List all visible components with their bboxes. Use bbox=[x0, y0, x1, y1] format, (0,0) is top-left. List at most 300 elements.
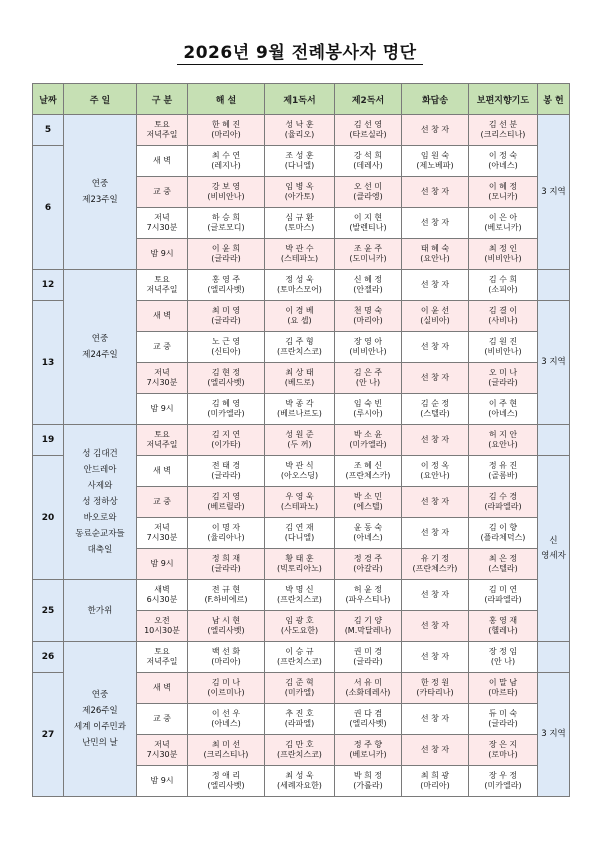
header-commentator: 해 설 bbox=[188, 84, 265, 115]
first-reader bbox=[265, 270, 335, 301]
commentator bbox=[188, 518, 265, 549]
first-reader-line: (베르나르도) bbox=[277, 409, 322, 418]
psalmist bbox=[402, 487, 469, 518]
first-reader-line: (사도요한) bbox=[280, 626, 319, 635]
service-type bbox=[137, 487, 188, 518]
commentator-line: 정 희 재 bbox=[211, 553, 241, 563]
service-type-line: 6시30분 bbox=[146, 595, 178, 604]
first-reader bbox=[265, 580, 335, 611]
service-type-line: 밤 9시 bbox=[150, 776, 174, 785]
first-reader bbox=[265, 518, 335, 549]
psalmist-line: 선 창 자 bbox=[420, 589, 450, 599]
header-psalm: 화답송 bbox=[402, 84, 469, 115]
first-reader-line: 최 상 태 bbox=[285, 367, 314, 377]
sunday-name-line: 동료순교자들 bbox=[75, 529, 125, 539]
first-reader-line: (프란치스코) bbox=[277, 657, 322, 666]
commentator-line: (신티아) bbox=[211, 347, 241, 356]
commentator bbox=[188, 704, 265, 735]
commentator-line: 최 미 선 bbox=[211, 739, 241, 749]
first-reader-line: 김 연 재 bbox=[285, 522, 314, 532]
psalmist-line: 선 창 자 bbox=[420, 279, 450, 289]
table-row bbox=[33, 425, 570, 456]
date-cell bbox=[33, 115, 64, 146]
sunday-name-line: 제24주일 bbox=[82, 350, 118, 360]
psalmist bbox=[402, 301, 469, 332]
first-reader bbox=[265, 642, 335, 673]
first-reader-line: 성 원 준 bbox=[285, 429, 314, 439]
first-reader-line: 박 종 각 bbox=[285, 398, 314, 408]
commentator bbox=[188, 177, 265, 208]
second-reader-line: 권 다 겸 bbox=[353, 708, 383, 718]
offering-line: 영세자 bbox=[541, 550, 566, 561]
commentator bbox=[188, 673, 265, 704]
prayer-leader-line: (플라체덕스) bbox=[480, 533, 526, 542]
second-reader-line: 이 지 현 bbox=[353, 212, 383, 222]
first-reader bbox=[265, 487, 335, 518]
service-type bbox=[137, 611, 188, 642]
second-reader-line: (비비안나) bbox=[349, 347, 387, 356]
prayer-leader-line: 오 미 나 bbox=[488, 367, 518, 377]
sunday-name-line: 난민의 날 bbox=[82, 738, 118, 748]
offering-region-b bbox=[538, 301, 570, 425]
commentator bbox=[188, 487, 265, 518]
psalmist bbox=[402, 704, 469, 735]
service-type-line: 새 벽 bbox=[153, 311, 171, 320]
second-reader-line: (안 나) bbox=[355, 378, 381, 387]
service-type-line: 7시30분 bbox=[146, 533, 178, 542]
first-reader-line: 임 광 호 bbox=[285, 615, 314, 625]
date-value: 26 bbox=[41, 652, 55, 662]
date-value: 20 bbox=[41, 512, 55, 523]
second-reader-line: 조 혜 신 bbox=[353, 460, 383, 470]
header-row bbox=[33, 84, 570, 115]
psalmist bbox=[402, 208, 469, 239]
header-service: 구 분 bbox=[137, 84, 188, 115]
first-reader-line: 최 성 욱 bbox=[285, 770, 314, 780]
prayer-leader-line: 최 정 인 bbox=[488, 243, 518, 253]
commentator-line: (글라라) bbox=[211, 471, 241, 480]
prayer-leader-line: (아녜스) bbox=[488, 409, 518, 418]
date-cell bbox=[33, 580, 64, 642]
service-type bbox=[137, 115, 188, 146]
service-type-line: 10시30분 bbox=[144, 626, 180, 635]
offering-empty bbox=[538, 642, 570, 673]
second-reader-line: (파우스티나) bbox=[345, 595, 391, 604]
commentator-line: (글라라) bbox=[211, 316, 241, 325]
sunday-name bbox=[64, 580, 137, 642]
second-reader-line: 권 미 경 bbox=[353, 646, 383, 656]
prayer-leader-line: 정 유 진 bbox=[488, 460, 518, 470]
offering-empty bbox=[538, 270, 570, 301]
psalmist-line: 김 순 정 bbox=[420, 398, 450, 408]
service-type-line: 교 중 bbox=[153, 187, 171, 196]
psalmist-line: 선 창 자 bbox=[420, 527, 450, 537]
prayer-leader bbox=[469, 673, 538, 704]
commentator-line: (비비안나) bbox=[207, 192, 245, 201]
prayer-leader-line: (모니카) bbox=[488, 192, 518, 201]
second-reader bbox=[335, 177, 402, 208]
sunday-name-line: 성 김대건 bbox=[82, 449, 118, 459]
service-type bbox=[137, 425, 188, 456]
service-type bbox=[137, 735, 188, 766]
first-reader-line: 박 관 수 bbox=[285, 243, 314, 253]
first-reader-line: (빅토리아노) bbox=[277, 564, 322, 573]
sunday-name-line: 바오로와 bbox=[83, 513, 117, 523]
first-reader bbox=[265, 425, 335, 456]
commentator-line: 전 태 경 bbox=[211, 460, 241, 470]
first-reader-line: 황 태 훈 bbox=[285, 553, 314, 563]
psalmist-line: 선 창 자 bbox=[420, 713, 450, 723]
second-reader bbox=[335, 456, 402, 487]
first-reader-line: (베드로) bbox=[284, 378, 315, 387]
first-reader-line: 임 병 옥 bbox=[285, 181, 314, 191]
commentator bbox=[188, 115, 265, 146]
second-reader-line: (소화데레사) bbox=[345, 688, 391, 697]
prayer-leader bbox=[469, 735, 538, 766]
first-reader-line: 정 성 욱 bbox=[285, 274, 314, 284]
service-type-line: 교 중 bbox=[153, 497, 171, 506]
service-type bbox=[137, 456, 188, 487]
second-reader bbox=[335, 487, 402, 518]
service-type bbox=[137, 580, 188, 611]
commentator bbox=[188, 456, 265, 487]
psalmist bbox=[402, 673, 469, 704]
psalmist-line: 선 창 자 bbox=[420, 186, 450, 196]
commentator-line: 강 보 영 bbox=[211, 181, 241, 191]
commentator-line: (마리아) bbox=[211, 657, 241, 666]
prayer-leader-line: 이 혜 정 bbox=[488, 181, 518, 191]
commentator-line: (율리아나) bbox=[207, 533, 245, 542]
service-type-line: 저녁주일 bbox=[146, 130, 178, 139]
psalmist-line: (프란체스카) bbox=[412, 564, 458, 573]
prayer-leader-line: 김 이 향 bbox=[488, 522, 518, 532]
prayer-leader-line: 김 원 진 bbox=[488, 336, 518, 346]
second-reader-line: 임 숙 빈 bbox=[353, 398, 383, 408]
commentator-line: 김 혜 영 bbox=[211, 398, 241, 408]
second-reader-line: 강 석 희 bbox=[353, 150, 383, 160]
first-reader-line: (프란치스코) bbox=[277, 595, 322, 604]
commentator-line: 김 지 영 bbox=[211, 491, 241, 501]
first-reader-line: 성 낙 훈 bbox=[285, 119, 314, 129]
commentator-line: (이르미나) bbox=[207, 688, 245, 697]
commentator-line: (엘리사벳) bbox=[207, 626, 245, 635]
prayer-leader bbox=[469, 580, 538, 611]
service-type-line: 7시30분 bbox=[146, 378, 178, 387]
prayer-leader bbox=[469, 394, 538, 425]
first-reader-line: (세례자요한) bbox=[277, 781, 322, 790]
first-reader bbox=[265, 611, 335, 642]
prayer-leader bbox=[469, 177, 538, 208]
service-type-line: 밤 9시 bbox=[150, 559, 174, 568]
prayer-leader-line: 최 은 정 bbox=[488, 553, 518, 563]
first-reader bbox=[265, 394, 335, 425]
psalmist-line: 이 정 옥 bbox=[420, 460, 450, 470]
psalmist-line: (실비아) bbox=[420, 316, 450, 325]
second-reader-line: (에스텔) bbox=[353, 502, 383, 511]
sunday-name-line: 연중 bbox=[91, 334, 109, 344]
commentator bbox=[188, 363, 265, 394]
prayer-leader-line: (글라라) bbox=[488, 378, 518, 387]
prayer-leader-line: (아녜스) bbox=[488, 161, 518, 170]
second-reader-line: (타르실라) bbox=[349, 130, 387, 139]
service-type-line: 교 중 bbox=[153, 714, 171, 723]
second-reader-line: (클라엥) bbox=[353, 192, 383, 201]
service-type-line: 밤 9시 bbox=[150, 404, 174, 413]
prayer-leader bbox=[469, 115, 538, 146]
sunday-name-line: 성 정하상 bbox=[82, 497, 118, 507]
prayer-leader-line: 이 정 숙 bbox=[488, 150, 518, 160]
first-reader bbox=[265, 549, 335, 580]
prayer-leader-line: (비비안나) bbox=[484, 347, 522, 356]
psalmist bbox=[402, 766, 469, 797]
service-type-line: 토요 bbox=[154, 120, 170, 129]
second-reader bbox=[335, 270, 402, 301]
roster-table bbox=[32, 83, 570, 797]
first-reader-line: (요 셉) bbox=[287, 316, 312, 325]
service-type bbox=[137, 177, 188, 208]
date-cell bbox=[33, 456, 64, 580]
psalmist-line: 선 창 자 bbox=[420, 341, 450, 351]
prayer-leader bbox=[469, 270, 538, 301]
sunday-name-line: 제23주일 bbox=[82, 195, 118, 205]
second-reader-line: 박 소 윤 bbox=[353, 429, 383, 439]
commentator-line: 김 미 나 bbox=[211, 677, 241, 687]
psalmist-line: 선 창 자 bbox=[420, 124, 450, 134]
prayer-leader bbox=[469, 456, 538, 487]
second-reader-line: (발렌티나) bbox=[349, 223, 387, 232]
psalmist bbox=[402, 146, 469, 177]
first-reader-line: (라파엘) bbox=[284, 719, 315, 728]
service-type-line: 토요 bbox=[154, 275, 170, 284]
commentator-line: 한 혜 진 bbox=[211, 119, 241, 129]
psalmist bbox=[402, 549, 469, 580]
first-reader-line: (토마스) bbox=[284, 223, 315, 232]
first-reader-line: (아가토) bbox=[284, 192, 315, 201]
psalmist bbox=[402, 518, 469, 549]
prayer-leader bbox=[469, 208, 538, 239]
prayer-leader-line: (비비안나) bbox=[484, 254, 522, 263]
commentator-line: 정 애 리 bbox=[211, 770, 241, 780]
prayer-leader-line: (로마나) bbox=[488, 750, 518, 759]
second-reader bbox=[335, 332, 402, 363]
commentator bbox=[188, 611, 265, 642]
prayer-leader bbox=[469, 239, 538, 270]
service-type-line: 저녁주일 bbox=[146, 285, 178, 294]
table-row bbox=[33, 642, 570, 673]
psalmist-line: 이 윤 선 bbox=[420, 305, 450, 315]
service-type bbox=[137, 673, 188, 704]
second-reader-line: (루시아) bbox=[353, 409, 383, 418]
prayer-leader-line: 허 지 안 bbox=[488, 429, 518, 439]
second-reader bbox=[335, 766, 402, 797]
prayer-leader-line: (헬레나) bbox=[488, 626, 518, 635]
service-type bbox=[137, 239, 188, 270]
first-reader-line: 이 승 규 bbox=[285, 646, 314, 656]
first-reader-line: (아오스딩) bbox=[280, 471, 319, 480]
prayer-leader-line: 홍 영 재 bbox=[488, 615, 518, 625]
second-reader bbox=[335, 611, 402, 642]
service-type bbox=[137, 146, 188, 177]
page-title: 2026년 9월 전례봉사자 명단 bbox=[177, 38, 422, 65]
second-reader-line: 김 은 주 bbox=[353, 367, 383, 377]
first-reader-line: (두 꺼) bbox=[287, 440, 312, 449]
date-cell bbox=[33, 673, 64, 797]
service-type-line: 새벽 bbox=[154, 585, 170, 594]
first-reader-line: (프란치스코) bbox=[277, 750, 322, 759]
second-reader-line: (엘리사벳) bbox=[349, 719, 387, 728]
first-reader-line: (스테파노) bbox=[280, 502, 319, 511]
prayer-leader-line: (골롬바) bbox=[488, 471, 518, 480]
prayer-leader-line: (요안나) bbox=[488, 440, 518, 449]
service-type-line: 밤 9시 bbox=[150, 249, 174, 258]
second-reader-line: (M.막달레나) bbox=[344, 626, 392, 635]
service-type-line: 토요 bbox=[154, 430, 170, 439]
commentator-line: 이 윤 희 bbox=[211, 243, 241, 253]
second-reader bbox=[335, 704, 402, 735]
commentator bbox=[188, 549, 265, 580]
date-cell bbox=[33, 270, 64, 301]
second-reader bbox=[335, 115, 402, 146]
prayer-leader-line: 이 주 현 bbox=[488, 398, 518, 408]
service-type bbox=[137, 394, 188, 425]
prayer-leader bbox=[469, 146, 538, 177]
second-reader-line: 천 명 숙 bbox=[353, 305, 383, 315]
header-offering: 봉 헌 bbox=[538, 84, 570, 115]
commentator-line: (엘리사벳) bbox=[207, 378, 245, 387]
first-reader-line: (미카엘) bbox=[284, 688, 315, 697]
service-type bbox=[137, 642, 188, 673]
service-type-line: 저녁 bbox=[154, 523, 170, 532]
psalmist-line: (요안나) bbox=[420, 254, 450, 263]
second-reader-line: (아갈라) bbox=[353, 564, 383, 573]
offering-empty bbox=[538, 425, 570, 456]
sunday-name-line: 연중 bbox=[91, 690, 109, 700]
second-reader-line: 박 소 민 bbox=[353, 491, 383, 501]
first-reader-line: 조 성 훈 bbox=[285, 150, 314, 160]
prayer-leader-line: 이 말 남 bbox=[488, 677, 518, 687]
second-reader bbox=[335, 425, 402, 456]
psalmist-line: 태 혜 숙 bbox=[420, 243, 450, 253]
prayer-leader-line: 김 수 희 bbox=[488, 274, 518, 284]
second-reader-line: 신 혜 정 bbox=[353, 274, 383, 284]
first-reader bbox=[265, 177, 335, 208]
second-reader-line: (미카엘라) bbox=[349, 440, 387, 449]
date-cell bbox=[33, 301, 64, 425]
second-reader-line: 정 주 향 bbox=[353, 739, 383, 749]
prayer-leader bbox=[469, 363, 538, 394]
first-reader-line: 김 준 혁 bbox=[285, 677, 314, 687]
prayer-leader bbox=[469, 766, 538, 797]
service-type-line: 새 벽 bbox=[153, 683, 171, 692]
first-reader-line: (프란치스코) bbox=[277, 347, 322, 356]
sunday-name-line: 연중 bbox=[91, 179, 109, 189]
service-type bbox=[137, 270, 188, 301]
psalmist-line: (요안나) bbox=[420, 471, 450, 480]
psalmist bbox=[402, 363, 469, 394]
offering-region-a bbox=[538, 115, 570, 270]
table-row bbox=[33, 270, 570, 301]
second-reader-line: 조 윤 주 bbox=[353, 243, 383, 253]
header-date: 날짜 bbox=[33, 84, 64, 115]
service-type-line: 저녁 bbox=[154, 368, 170, 377]
first-reader bbox=[265, 332, 335, 363]
date-value: 27 bbox=[41, 729, 55, 740]
service-type bbox=[137, 766, 188, 797]
service-type-line: 저녁 bbox=[154, 740, 170, 749]
header-prayers: 보편지향기도 bbox=[469, 84, 538, 115]
sunday-name bbox=[64, 425, 137, 580]
prayer-leader-line: 김 미 연 bbox=[488, 584, 518, 594]
prayer-leader-line: 듀 미 숙 bbox=[488, 708, 518, 718]
first-reader-line: 박 명 신 bbox=[285, 584, 314, 594]
first-reader-line: 김 만 호 bbox=[285, 739, 314, 749]
psalmist bbox=[402, 735, 469, 766]
sunday-name-line: 안드레아 bbox=[83, 465, 117, 475]
commentator-line: (글로모디) bbox=[207, 223, 245, 232]
psalmist bbox=[402, 456, 469, 487]
first-reader-line: 이 경 베 bbox=[285, 305, 314, 315]
date-value: 12 bbox=[41, 280, 55, 290]
service-type-line: 저녁주일 bbox=[146, 440, 178, 449]
first-reader bbox=[265, 704, 335, 735]
commentator-line: (엘리사벳) bbox=[207, 781, 245, 790]
prayer-leader-line: (소피아) bbox=[488, 285, 518, 294]
first-reader-line: 심 규 환 bbox=[285, 212, 314, 222]
table-row bbox=[33, 115, 570, 146]
service-type-line: 저녁주일 bbox=[146, 657, 178, 666]
commentator-line: (F.하비에르) bbox=[204, 595, 248, 604]
psalmist-line: 최 희 광 bbox=[420, 770, 450, 780]
second-reader-line: (도미니카) bbox=[349, 254, 387, 263]
commentator-line: (레지나) bbox=[211, 161, 241, 170]
commentator-line: (크리스티나) bbox=[203, 750, 249, 759]
commentator bbox=[188, 642, 265, 673]
psalmist-line: 선 창 자 bbox=[420, 496, 450, 506]
prayer-leader-line: (라파엘라) bbox=[484, 595, 522, 604]
prayer-leader bbox=[469, 549, 538, 580]
second-reader-line: 서 유 미 bbox=[353, 677, 383, 687]
psalmist-line: 선 창 자 bbox=[420, 434, 450, 444]
second-reader bbox=[335, 580, 402, 611]
first-reader bbox=[265, 673, 335, 704]
commentator bbox=[188, 208, 265, 239]
offering-line: 3 지역 bbox=[541, 186, 566, 197]
psalmist-line: 선 창 자 bbox=[420, 372, 450, 382]
first-reader-line: 김 주 형 bbox=[285, 336, 314, 346]
commentator-line: (이가타) bbox=[211, 440, 241, 449]
second-reader-line: 박 희 정 bbox=[353, 770, 383, 780]
second-reader-line: (아녜스) bbox=[353, 533, 383, 542]
first-reader-line: 추 진 호 bbox=[285, 708, 314, 718]
first-reader bbox=[265, 239, 335, 270]
commentator-line: 남 시 현 bbox=[211, 615, 241, 625]
commentator-line: 하 승 희 bbox=[211, 212, 241, 222]
second-reader-line: 오 선 미 bbox=[353, 181, 383, 191]
service-type bbox=[137, 301, 188, 332]
psalmist bbox=[402, 177, 469, 208]
prayer-leader bbox=[469, 611, 538, 642]
commentator-line: (글라라) bbox=[211, 254, 241, 263]
psalmist-line: (마리아) bbox=[420, 781, 450, 790]
title-wrap bbox=[0, 38, 600, 65]
first-reader bbox=[265, 115, 335, 146]
sunday-name bbox=[64, 270, 137, 425]
commentator bbox=[188, 394, 265, 425]
first-reader-line: (율리오) bbox=[284, 130, 315, 139]
commentator bbox=[188, 766, 265, 797]
psalmist bbox=[402, 394, 469, 425]
second-reader-line: 김 기 양 bbox=[353, 615, 383, 625]
